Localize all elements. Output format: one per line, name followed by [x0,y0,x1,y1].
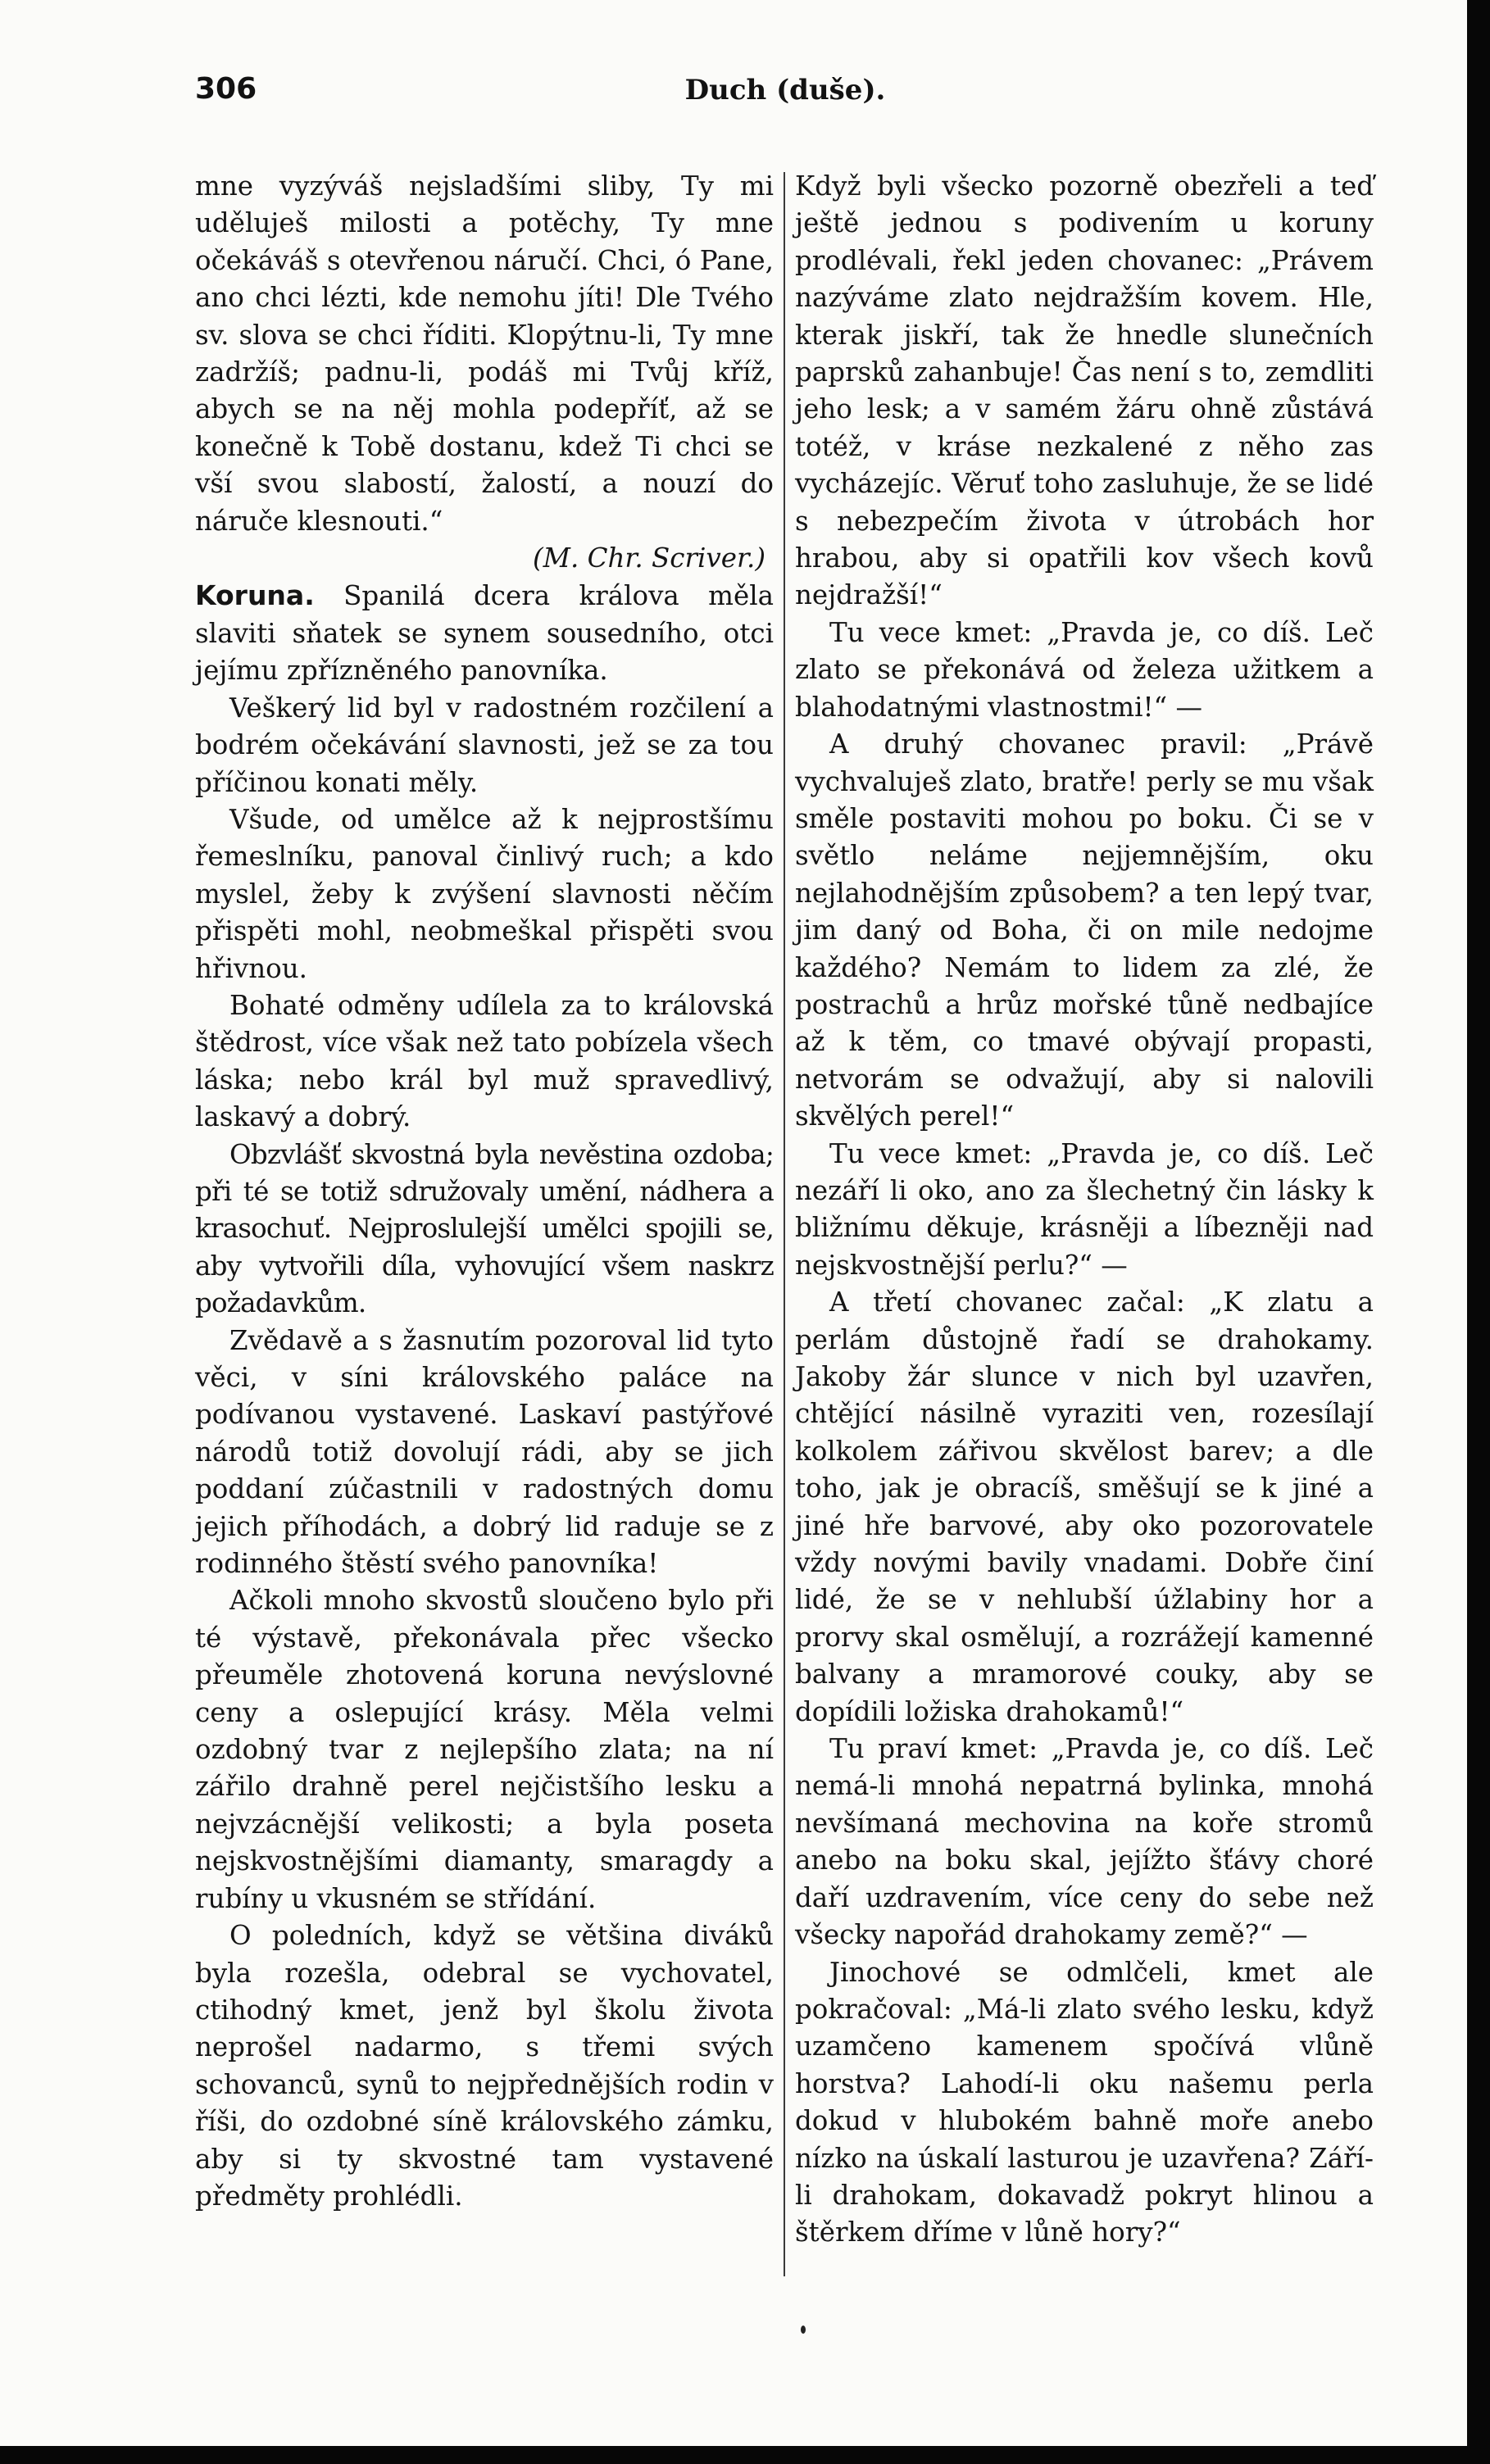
right-paragraph-7: Jinochové se odmlčeli, kmet ale pokračoval: „Má-li zlato svého lesku, když uzamčeno kamenem spočívá vlůně horstva? Lahodí-li oku našemu perla dokud v hlubokém bahně moře anebo nízko na úskalí lasturou je uzavřena? Září-li drahokam, dokavadž pokryt hlinou a štěrkem dříme v lůně hory?“ [795,1956,1374,2248]
section-title: Koruna. [195,579,315,612]
left-paragraph-1: mne vyzýváš nejsladšími sliby, Ty mi uděluješ milosti a potěchy, Ty mne očekáváš s otevřenou náručí. Chci, ó Pane, ano chci lézti, kde nemohu jíti! Dle Tvého sv. slova se chci říditi. Klopýtnu-li, Ty mne zadržíš; padnu-li, podáš mi Tvůj kříž, abych se na něj mohla podepříť, až se konečně k Tobě dostanu, kdež Ti chci se vší svou slabostí, žalostí, a nouzí do náruče klesnouti.“ [195,170,774,537]
left-paragraph-6: Obzvlášť skvostná byla nevěstina ozdoba; při té se totiž sdružovaly umění, nádhera a krasochuť. Nejproslulejší umělci spojili se, aby vytvořili díla, vyhovující všem naskrz požadavkům. [195,1138,774,1319]
left-paragraph-4: Všude, od umělce až k nejprostšímu řemeslníku, panoval činlivý ruch; a kdo myslel, žeby k zvýšení slavnosti něčím přispěti mohl, neobmeškal přispěti svou hřivnou. [195,803,774,984]
left-paragraph-5: Bohaté odměny udílela za to královská štědrost, více však než tato pobízela všech láska; nebo král byl muž spravedlivý, laskavý a dobrý. [195,989,774,1133]
right-paragraph-6: Tu praví kmet: „Pravda je, co díš. Leč nemá-li mnohá nepatrná bylinka, mnohá nevšímaná mechovina na kořе stromů anebo na boku skal, jejížto šťávy choré daří uzdravením, více ceny do sebe než všecky napořád drahokamy země?“ — [795,1733,1374,1951]
left-column [195,168,774,2215]
column-divider [784,172,785,2276]
right-paragraph-2: Tu vece kmet: „Pravda je, co díš. Leč zlato se překonává od železa užitkem a blahodatnými vlastnostmi!“ — [795,616,1374,723]
ink-speck [801,2326,806,2334]
scan-edge-right [1467,0,1490,2464]
scan-edge-bottom [0,2446,1490,2464]
right-paragraph-4: Tu vece kmet: „Pravda je, co díš. Leč nezáří li oko, ano za šlechetný čin lásky k bližnímu děkuje, krásněji a líbezněji nad nejskvostnější perlu?“ — [795,1137,1374,1281]
section-paragraph [195,577,774,689]
running-head: Duch (duše). [684,74,886,107]
section-paragraph-text: Spanilá dcera králova měla slaviti sňatek se synem sousedního, otci jejímu zpřízněného panovníka. [195,580,774,687]
right-paragraph-5: A třetí chovanec začal: „K zlatu a perlám důstojně řadí se drahokamy. Jakoby žár slunce v nich byl uzavřen, chtějící násilně vyraziti ven, rozesílají kolkolem zářivou skvělost barev; a dle toho, jak je obracíš, směšují se k jiné a jiné hře barvové, aby oko pozorovatele vždy novými bavily vnadami. Dobře činí lidé, že se v nehlubší úžlabiny hor a prorvy skal osmělují, a rozrážejí kamenné balvany a mramorové couky, aby se dopídili ložiska drahokamů!“ [795,1286,1374,1727]
left-paragraph-8: Ačkoli mnoho skvostů sloučeno bylo při té výstavě, překonávala přec všecko přeuměle zhotovená koruna nevýslovné ceny a oslepující krásy. Měla velmi ozdobný tvar z nejlepšího zlata; na ní zářilo drahně perel nejčistšího lesku a nejvzácnější velikosti; a byla poseta nejskvostnějšími diamanty, smaragdy a rubíny u vkusném se střídání. [195,1585,774,1914]
right-paragraph-3: A druhý chovanec pravil: „Právě vychvaluješ zlato, bratře! perly se mu však směle postaviti mohou po boku. Či se v světlo neláme nejjemnějším, oku nejlahodnějším způsobem? a ten lepý tvar, jim daný od Boha, či on mile nedojme každého? Nemám to lidem za zlé, že postrachů a hrůz mořské tůně nedbajíce až k těm, co tmavé obývají propasti, netvorám se odvažují, aby si nalovili skvělých perel!“ [795,728,1374,1132]
left-paragraph-7: Zvědavě a s žasnutím pozoroval lid tyto věci, v síni královského paláce na podívanou vystavené. Laskaví pastýřové národů totiž dovolují rádi, aby se jich poddaní zúčastnili v radostných domu jejich příhodách, a dobrý lid raduje se z rodinného štěstí svého panovníka! [195,1324,774,1580]
page-number: 306 [195,72,257,106]
attribution: (M. Chr. Scriver.) [532,542,765,574]
page-header [195,72,1375,121]
left-paragraph-3: Veškerý lid byl v radostném rozčilení a bodrém očekávání slavnosti, jež se za tou příčinou konati měly. [195,692,774,798]
right-paragraph-1: Když byli všecko pozorně obezřeli a teď ještě jednou s podivením u koruny prodlévali, řekl jeden chovanec: „Právem nazýváme zlato nejdražším kovem. Hle, kterak jiskří, tak že hnedle slunečních paprsků zahanbuje! Čas není s to, zemdliti jeho lesk; a v samém žáru ohně zůstává totéž, v kráse nezkalené z něho zas vycházejíc. Věruť toho zasluhuje, že se lidé s nebezpečím života v útrobách hor hrabou, aby si opatřili kov všech kovů nejdražší!“ [795,170,1374,611]
right-column [795,168,1374,2252]
left-paragraph-9: O poledních, když se většina diváků byla rozešla, odebral se vychovatel, ctihodný kmet, jenž byl školu života neprošel nadarmo, s třemi svých schovanců, synů to nejpřednějších rodin v říši, do ozdobné síně královského zámku, aby si ty skvostné tam vystavené předměty prohlédli. [195,1920,774,2212]
